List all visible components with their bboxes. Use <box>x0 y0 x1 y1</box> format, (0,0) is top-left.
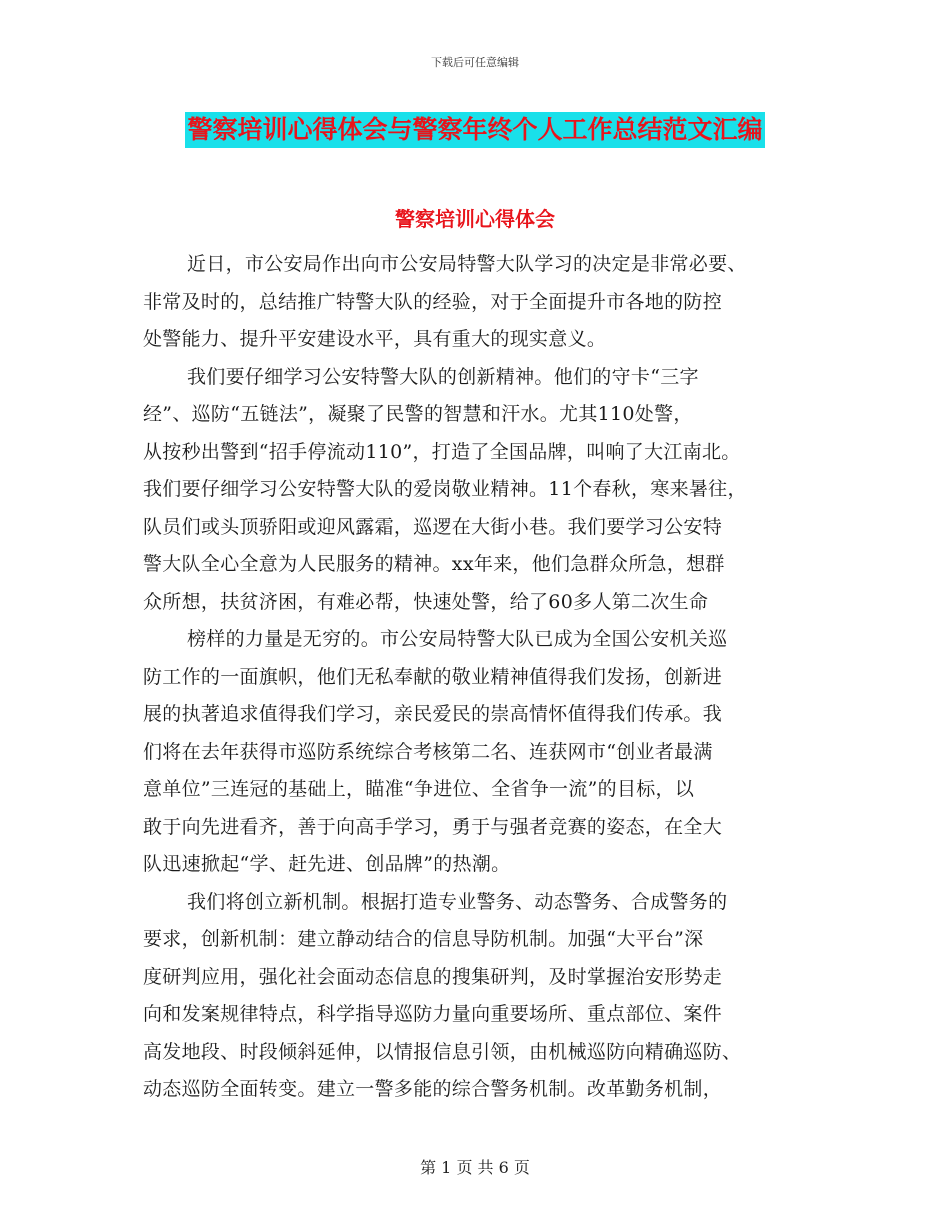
text-line: 警大队全心全意为人民服务的精神。xx年来，他们急群众所急，想群 <box>143 553 725 575</box>
text-line: 非常及时的，总结推广特警大队的经验，对于全面提升市各地的防控 <box>143 290 723 313</box>
body-text <box>143 246 823 1109</box>
text-line: 要求，创新机制：建立静动结合的信息导防机制。加强“大平台”深 <box>143 928 704 950</box>
text-line: 经”、巡防“五链法”，凝聚了民警的智慧和汗水。尤其110处警， <box>143 403 693 425</box>
page-footer: 第 1 页 共 6 页 <box>420 1158 530 1177</box>
text-line: 们将在去年获得市巡防系统综合考核第二名、连获网市“创业者最满 <box>143 740 713 763</box>
text-line: 我们将创立新机制。根据打造专业警务、动态警务、合成警务的 <box>187 890 728 913</box>
text-line: 我们要仔细学习公安特警大队的爱岗敬业精神。11个春秋，寒来暑往， <box>143 478 747 500</box>
text-line: 从按秒出警到“招手停流动110”，打造了全国品牌，叫响了大江南北。 <box>143 440 741 463</box>
text-line: 敢于向先进看齐，善于向高手学习，勇于与强者竞赛的姿态，在全大 <box>143 815 723 838</box>
text-line: 队员们或头顶骄阳或迎风露霜，巡逻在大街小巷。我们要学习公安特 <box>143 515 723 538</box>
page-header-note: 下载后可任意编辑 <box>431 56 519 69</box>
text-line: 我们要仔细学习公安特警大队的创新精神。他们的守卡“三字 <box>187 365 699 388</box>
text-line: 众所想，扶贫济困，有难必帮，快速处警，给了60多人第二次生命 <box>143 590 709 613</box>
text-line: 动态巡防全面转变。建立一警多能的综合警务机制。改革勤务机制， <box>143 1078 723 1100</box>
text-line: 度研判应用，强化社会面动态信息的搜集研判，及时掌握治安形势走 <box>143 965 723 988</box>
text-line: 处警能力、提升平安建设水平，具有重大的现实意义。 <box>143 328 607 350</box>
text-line: 防工作的一面旗帜，他们无私奉献的敬业精神值得我们发扬，创新进 <box>143 665 723 688</box>
text-line: 高发地段、时段倾斜延伸，以情报信息引领，由机械巡防向精确巡防、 <box>143 1040 742 1063</box>
document-title-wrap <box>0 112 950 148</box>
text-line: 展的执著追求值得我们学习，亲民爱民的崇高情怀值得我们传承。我 <box>143 703 723 725</box>
document-title: 警察培训心得体会与警察年终个人工作总结范文汇编 <box>185 112 764 148</box>
text-line: 榜样的力量是无穷的。市公安局特警大队已成为全国公安机关巡 <box>187 628 728 650</box>
text-line: 意单位”三连冠的基础上，瞄准“争进位、全省争一流”的目标，以 <box>143 778 695 800</box>
text-line: 队迅速掀起“学、赶先进、创品牌”的热潮。 <box>143 853 511 875</box>
text-line: 向和发案规律特点，科学指导巡防力量向重要场所、重点部位、案件 <box>143 1003 723 1025</box>
section-title: 警察培训心得体会 <box>395 207 555 231</box>
text-line: 近日，市公安局作出向市公安局特警大队学习的决定是非常必要、 <box>187 253 747 275</box>
